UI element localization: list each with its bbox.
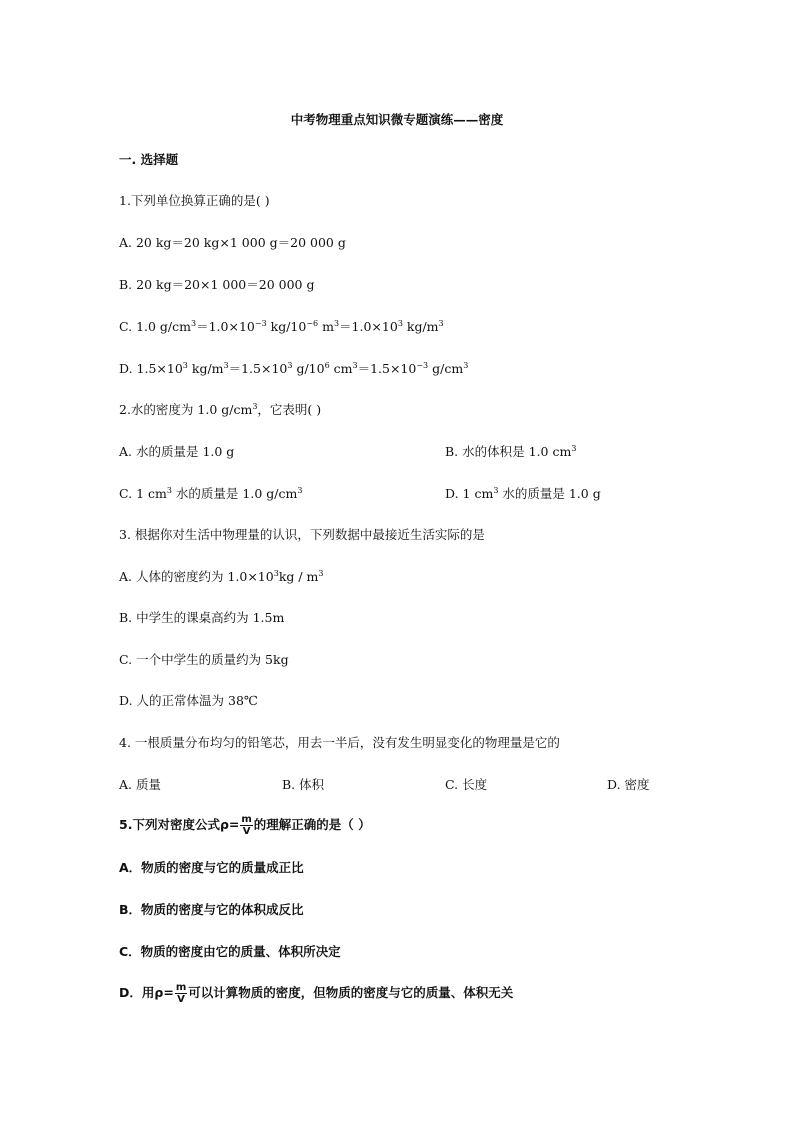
section-heading: 一. 选择题 [119,152,179,167]
q1-stem: 1.下列单位换算正确的是( ) [119,193,270,208]
page-title: 中考物理重点知识微专题演练——密度 [290,112,504,127]
q5-option-d: D．用ρ= $\frac{m}{V}$ 可以计算物质的密度，但物质的密度与它的质量、体积无关 [119,982,514,1005]
q3-option-b: B. 中学生的课桌高约为 1.5m [119,610,285,625]
q4-option-a: A. 质量 [119,777,161,792]
q2-option-d: D. 1 $cm^3$ 水的质量是 1.0 g [445,485,601,501]
q2-stem: 2.水的密度为 1.0 $g/cm^3$，它表明( ) [119,401,322,417]
q4-option-b: B. 体积 [282,777,325,792]
q4-stem: 4. 一根质量分布均匀的铅笔芯，用去一半后，没有发生明显变化的物理量是它的 [119,735,560,750]
q1-option-a: A. 20 kg＝20 kg×1 000 g＝20 000 g [119,235,346,250]
q5-stem: 5.下列对密度公式ρ= $\frac{m}{V}$ 的理解正确的是（ ） [119,814,371,837]
q5-option-b: B．物质的密度与它的体积成反比 [119,902,304,917]
q2-option-a: A. 水的质量是 1.0 g [119,444,235,459]
q3-option-d: D. 人的正常体温为 38℃ [119,693,258,708]
q4-option-c: C. 长度 [445,777,488,792]
q2-option-c: C. 1 $cm^3$ 水的质量是 1.0 $g/cm^3$ [119,485,303,501]
density-fraction: $\frac{m}{V}$ [175,982,187,1005]
q1-option-d: D. $1.5\times 10^3$ $kg/m^3=1.5\times 10^3$ $g/10^6$ $cm^3=1.5\times 10^{-3}$ $g/cm^3$ [119,360,469,376]
density-fraction: $\frac{m}{V}$ [241,814,252,837]
q1-option-c: C. 1.0 $g/cm^3=1.0\times 10^{-3}$ $kg/10^{-6}$ $m^3=1.0\times 10^3$ $kg/m^3$ [119,318,444,334]
q2-option-b: B. 水的体积是 1.0 $cm^3$ [445,443,577,459]
q3-option-c: C. 一个中学生的质量约为 5kg [119,652,289,667]
q5-option-a: A．物质的密度与它的质量成正比 [119,860,304,875]
q3-stem: 3. 根据你对生活中物理量的认识，下列数据中最接近生活实际的是 [119,527,485,542]
q1-option-b: B. 20 kg＝20×1 000＝20 000 g [119,277,315,292]
q3-option-a: A. 人体的密度约为 $1.0\times 10^3kg / m^3$ [119,568,324,584]
q5-option-c: C．物质的密度由它的质量、体积所决定 [119,944,341,959]
q4-option-d: D. 密度 [607,777,650,792]
